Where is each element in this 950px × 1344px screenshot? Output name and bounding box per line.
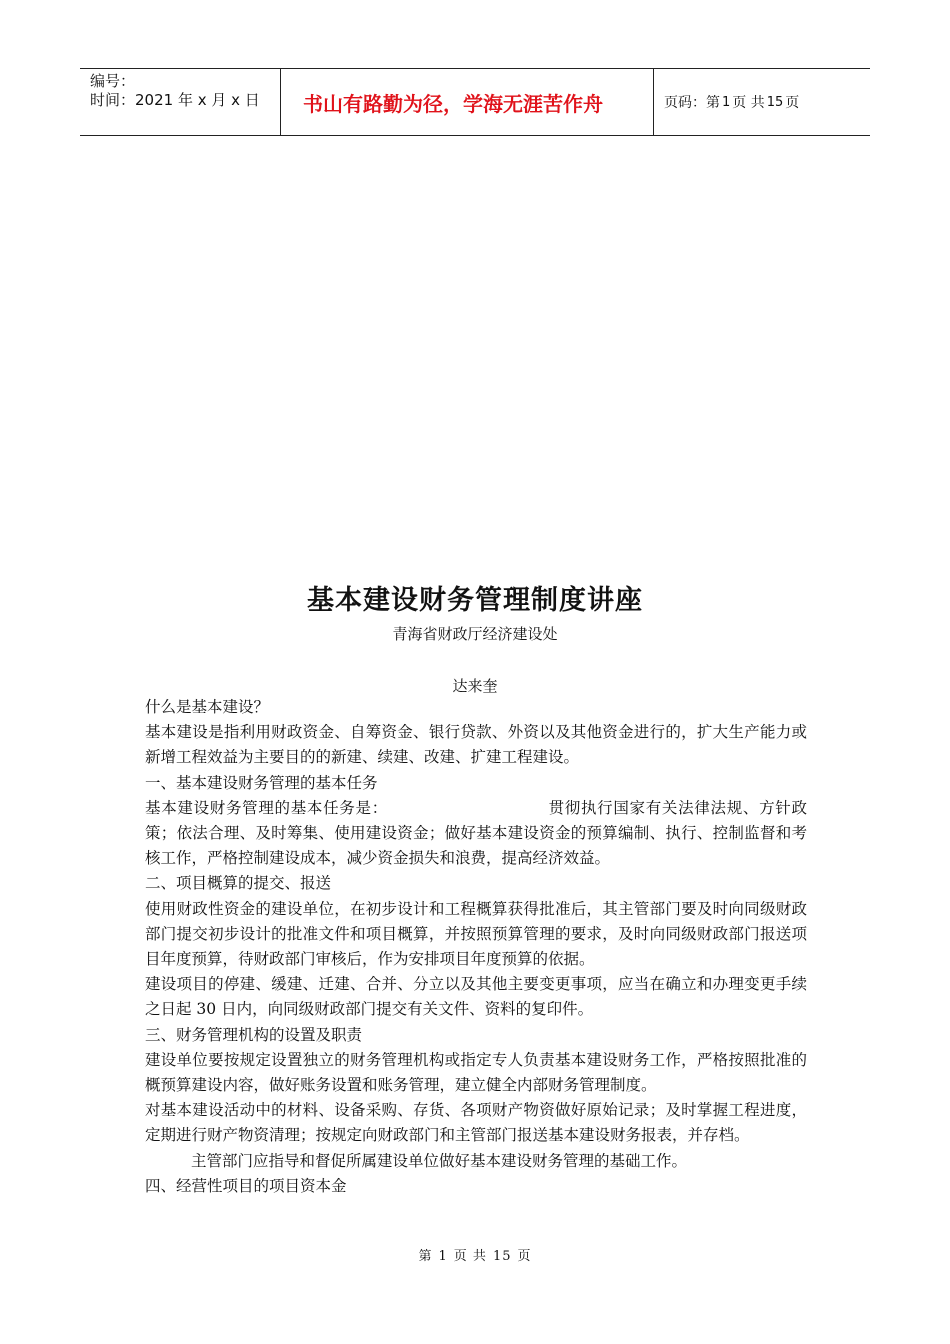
document-time-label: 时间：2021 年 x 月 x 日 <box>90 91 260 109</box>
paragraph-definition: 基本建设是指利用财政资金、自筹资金、银行贷款、外资以及其他资金进行的，扩大生产能力或新增工程效益为主要目的的新建、续建、改建、扩建工程建设。 <box>145 723 807 767</box>
header-motto-cell <box>281 69 654 135</box>
header-meta-cell <box>80 69 281 135</box>
section-heading-2: 二、项目概算的提交、报送 <box>145 874 332 893</box>
paragraph-basic-tasks-body: 贯彻执行国家有关法律法规、方针政策；依法合理、及时筹集、使用建设资金；做好基本建设资金的预算编制、执行、控制监督和考核工作，严格控制建设成本，减少资金损失和浪费，提高经济效益。 <box>145 798 807 868</box>
footer-suffix: 页 <box>517 1249 532 1264</box>
document-number-label: 编号： <box>90 72 136 90</box>
paragraph-project-changes: 建设项目的停建、缓建、迁建、合并、分立以及其他主要变更事项，应当在确立和办理变更手续之日起 30 日内，向同级财政部门提交有关文件、资料的复印件。 <box>145 975 807 1019</box>
section-heading-3: 三、财务管理机构的设置及职责 <box>145 1025 363 1044</box>
header-motto: 书山有路勤为径，学海无涯苦作舟 <box>303 91 603 116</box>
header-page-prefix: 页码：第 <box>664 95 720 111</box>
section-heading-4: 四、经营性项目的项目资本金 <box>145 1176 347 1195</box>
paragraph-budget-submission: 使用财政性资金的建设单位，在初步设计和工程概算获得批准后，其主管部门要及时向同级财政部门提交初步设计的批准文件和项目概算，并按照预算管理的要求，及时向同级财政部门报送项目年度预算，待财政部门审核后，作为安排项目年度预算的依据。 <box>145 899 807 969</box>
footer-current: 1 <box>438 1249 448 1264</box>
paragraph-basic-tasks-lead: 基本建设财务管理的基本任务是： <box>145 798 388 817</box>
header-page-suffix: 页 <box>785 95 800 111</box>
footer-prefix: 第 <box>418 1249 433 1264</box>
document-subtitle: 青海省财政厅经济建设处 <box>392 625 558 643</box>
document-author: 达来奎 <box>452 677 498 695</box>
page-footer <box>0 1245 950 1264</box>
header-page-mid: 页 共 <box>732 95 765 111</box>
document-header-table <box>80 68 870 136</box>
footer-mid: 页 共 <box>453 1249 487 1264</box>
paragraph-finance-organization: 建设单位要按规定设置独立的财务管理机构或指定专人负责基本建设财务工作，严格按照批准的概预算建设内容，做好账务设置和账务管理，建立健全内部财务管理制度。 <box>145 1050 807 1095</box>
header-page-current: 1 <box>722 94 731 110</box>
paragraph-records: 对基本建设活动中的材料、设备采购、存货、各项财产物资做好原始记录；及时掌握工程进度，定期进行财产物资清理；按规定向财政部门和主管部门报送基本建设财务报表，并存档。 <box>145 1101 807 1145</box>
document-body <box>145 695 807 1199</box>
footer-total: 15 <box>492 1249 512 1264</box>
section-heading-1: 一、基本建设财务管理的基本任务 <box>145 773 378 792</box>
paragraph-question: 什么是基本建设？ <box>145 698 270 716</box>
header-page-cell <box>654 69 870 135</box>
header-page-total: 15 <box>766 94 784 110</box>
document-title: 基本建设财务管理制度讲座 <box>307 585 643 616</box>
paragraph-supervision: 主管部门应指导和督促所属建设单位做好基本建设财务管理的基础工作。 <box>191 1151 688 1170</box>
paragraph-basic-tasks <box>145 796 807 872</box>
